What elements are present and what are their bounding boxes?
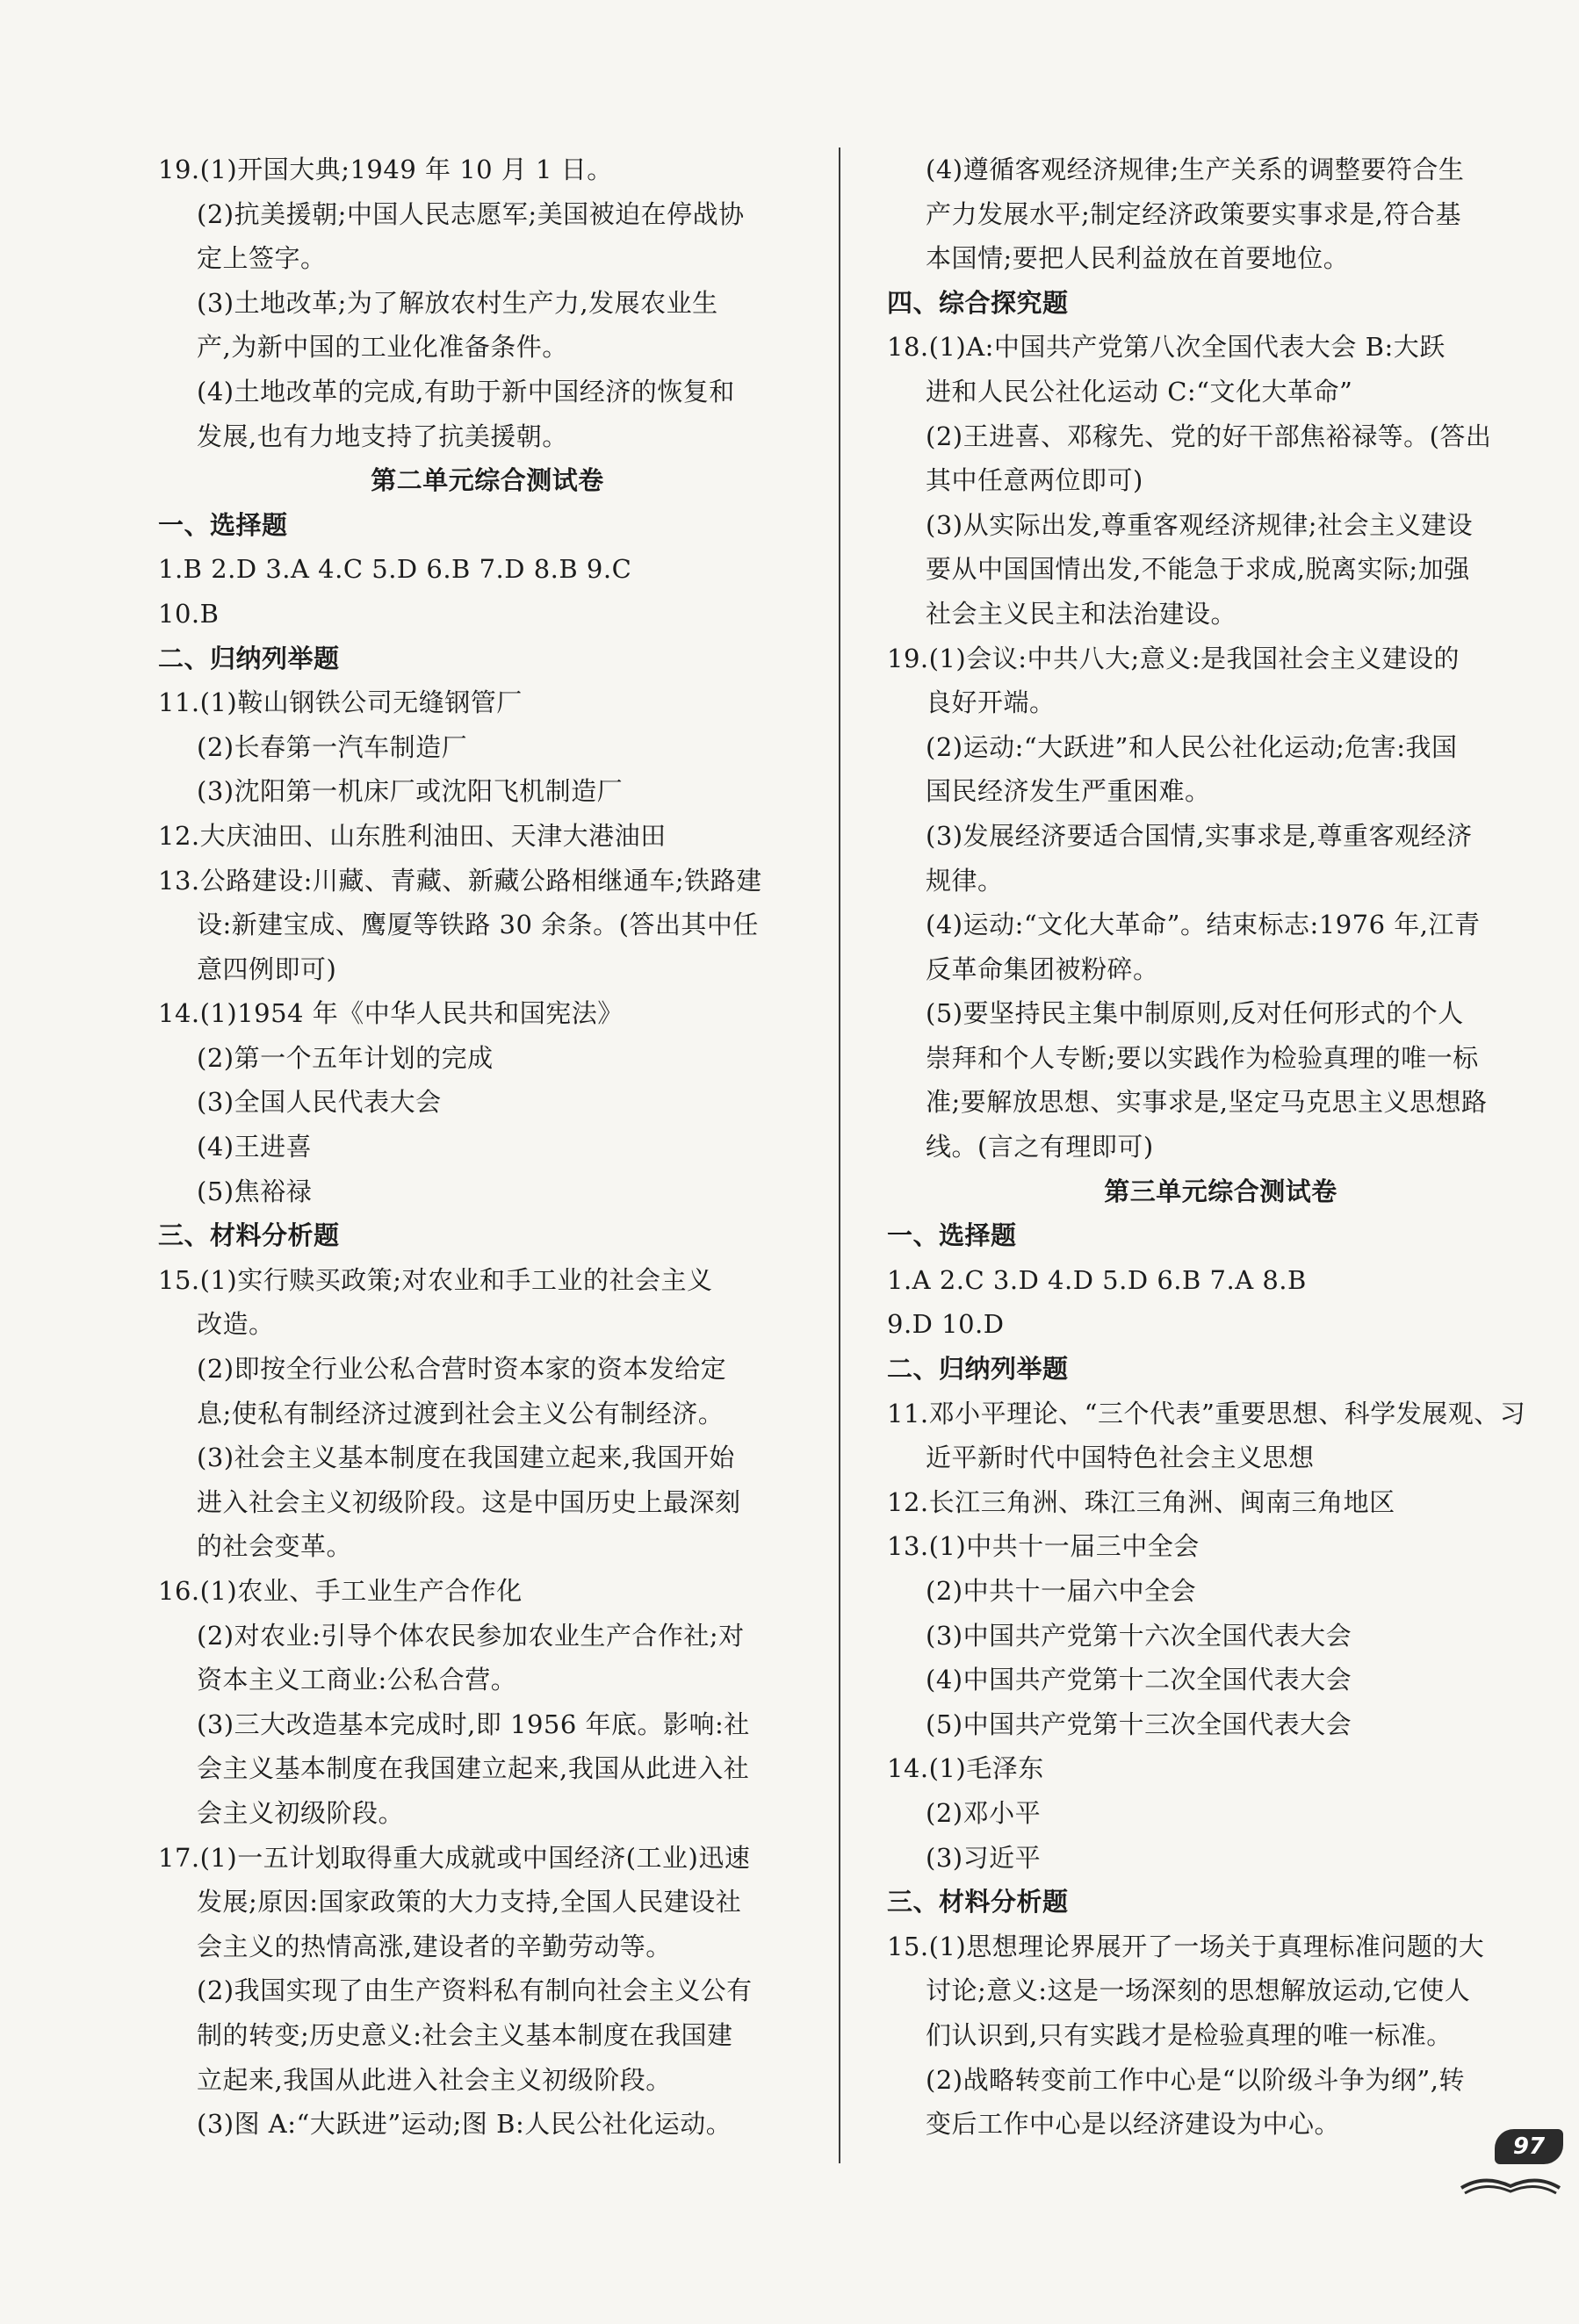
answer-line: 设:新建宝成、鹰厦等铁路 30 余条。(答出其中任 bbox=[197, 910, 759, 940]
open-book-icon bbox=[1458, 2162, 1563, 2197]
answer-line: (2)中共十一届六中全会 bbox=[926, 1576, 1197, 1606]
answer-line: (4)遵循客观经济规律;生产关系的调整要符合生 bbox=[926, 155, 1465, 184]
right-column bbox=[887, 147, 1554, 2147]
answer-line: 规律。 bbox=[926, 865, 1004, 896]
answer-line: 改造。 bbox=[197, 1309, 275, 1340]
answer-line: (4)运动:“文化大革命”。结束标志:1976 年,江青 bbox=[926, 910, 1481, 940]
answer-line: 反革命集团被粉碎。 bbox=[926, 953, 1159, 984]
answer-line: (2)即按全行业公私合营时资本家的资本发给定 bbox=[197, 1354, 727, 1385]
left-column bbox=[158, 147, 817, 2147]
answer-line: 们认识到,只有实践才是检验真理的唯一标准。 bbox=[926, 2019, 1453, 2050]
section-heading: 一、选择题 bbox=[887, 1220, 1017, 1251]
answer-line: (2)第一个五年计划的完成 bbox=[197, 1042, 494, 1073]
answer-line: 12.长江三角洲、珠江三角洲、闽南三角地区 bbox=[887, 1486, 1395, 1517]
answer-line: (3)土地改革;为了解放农村生产力,发展农业生 bbox=[197, 287, 718, 318]
answer-line: 息;使私有制经济过渡到社会主义公有制经济。 bbox=[197, 1398, 725, 1428]
answer-line: 制的转变;历史意义:社会主义基本制度在我国建 bbox=[197, 2019, 733, 2050]
answer-line: (5)中国共产党第十三次全国代表大会 bbox=[926, 1709, 1352, 1739]
answer-line: (3)全国人民代表大会 bbox=[197, 1087, 442, 1118]
answer-line: 进入社会主义初级阶段。这是中国历史上最深刻 bbox=[197, 1486, 741, 1517]
answer-line: 立起来,我国从此进入社会主义初级阶段。 bbox=[197, 2064, 672, 2095]
answer-line: 发展;原因:国家政策的大力支持,全国人民建设社 bbox=[197, 1887, 742, 1917]
answer-line: (2)王进喜、邓稼先、党的好干部焦裕禄等。(答出 bbox=[926, 421, 1492, 451]
answer-line: 1.B 2.D 3.A 4.C 5.D 6.B 7.D 8.B 9.C bbox=[158, 554, 632, 585]
answer-line: (3)从实际出发,尊重客观经济规律;社会主义建设 bbox=[926, 509, 1474, 540]
answer-line: 1.A 2.C 3.D 4.D 5.D 6.B 7.A 8.B bbox=[887, 1264, 1307, 1295]
answer-line: 准;要解放思想、实事求是,坚定马克思主义思想路 bbox=[926, 1087, 1488, 1118]
answer-line: (2)抗美援朝;中国人民志愿军;美国被迫在停战协 bbox=[197, 198, 745, 229]
answer-line: 13.(1)中共十一届三中全会 bbox=[887, 1531, 1200, 1562]
answer-line: (2)我国实现了由生产资料私有制向社会主义公有 bbox=[197, 1975, 753, 2006]
answer-line: (4)王进喜 bbox=[197, 1132, 313, 1162]
answer-line: 15.(1)思想理论界展开了一场关于真理标准问题的大 bbox=[887, 1931, 1485, 1961]
answer-line: 国民经济发生严重困难。 bbox=[926, 776, 1211, 807]
answer-line: (2)邓小平 bbox=[926, 1797, 1042, 1828]
answer-line: (2)战略转变前工作中心是“以阶级斗争为纲”,转 bbox=[926, 2064, 1465, 2095]
answer-line: (3)图 A:“大跃进”运动;图 B:人民公社化运动。 bbox=[197, 2109, 732, 2140]
answer-line: (3)中国共产党第十六次全国代表大会 bbox=[926, 1620, 1352, 1651]
answer-line: 近平新时代中国特色社会主义思想 bbox=[926, 1443, 1315, 1473]
answer-line: (4)土地改革的完成,有助于新中国经济的恢复和 bbox=[197, 376, 735, 407]
answer-line: 产力发展水平;制定经济政策要实事求是,符合基 bbox=[926, 198, 1461, 229]
section-heading: 三、材料分析题 bbox=[158, 1220, 340, 1251]
answer-line: 18.(1)A:中国共产党第八次全国代表大会 B:大跃 bbox=[887, 332, 1446, 363]
answer-line: 19.(1)会议:中共八大;意义:是我国社会主义建设的 bbox=[887, 643, 1460, 673]
section-heading: 四、综合探究题 bbox=[887, 287, 1069, 318]
section-title: 第二单元综合测试卷 bbox=[371, 465, 604, 496]
section-heading: 二、归纳列举题 bbox=[158, 643, 340, 673]
answer-line: 14.(1)1954 年《中华人民共和国宪法》 bbox=[158, 998, 624, 1029]
answer-line: 19.(1)开国大典;1949 年 10 月 1 日。 bbox=[158, 155, 613, 184]
answer-line: (2)长春第一汽车制造厂 bbox=[197, 731, 468, 762]
answer-line: (3)三大改造基本完成时,即 1956 年底。影响:社 bbox=[197, 1709, 750, 1739]
answer-line: 11.邓小平理论、“三个代表”重要思想、科学发展观、习 bbox=[887, 1398, 1526, 1428]
section-heading: 一、选择题 bbox=[158, 509, 288, 540]
answer-line: 变后工作中心是以经济建设为中心。 bbox=[926, 2109, 1341, 2140]
answer-line: 17.(1)一五计划取得重大成就或中国经济(工业)迅速 bbox=[158, 1842, 751, 1873]
answer-line: 发展,也有力地支持了抗美援朝。 bbox=[197, 421, 568, 451]
answer-line: (5)要坚持民主集中制原则,反对任何形式的个人 bbox=[926, 998, 1464, 1029]
answer-line: (3)沈阳第一机床厂或沈阳飞机制造厂 bbox=[197, 776, 624, 807]
answer-line: 进和人民公社化运动 C:“文化大革命” bbox=[926, 376, 1353, 407]
answer-line: 资本主义工商业:公私合营。 bbox=[197, 1665, 517, 1695]
answer-line: 社会主义民主和法治建设。 bbox=[926, 598, 1237, 629]
answer-line: (3)发展经济要适合国情,实事求是,尊重客观经济 bbox=[926, 820, 1473, 851]
answer-line: (5)焦裕禄 bbox=[197, 1176, 313, 1206]
answer-line: 12.大庆油田、山东胜利油田、天津大港油田 bbox=[158, 820, 667, 851]
answer-line: 13.公路建设:川藏、青藏、新藏公路相继通车;铁路建 bbox=[158, 865, 762, 896]
answer-line: 其中任意两位即可) bbox=[926, 465, 1143, 496]
answer-line: 产,为新中国的工业化准备条件。 bbox=[197, 332, 568, 363]
column-divider bbox=[839, 147, 840, 2163]
answer-line: (4)中国共产党第十二次全国代表大会 bbox=[926, 1665, 1352, 1695]
page-number: 97 bbox=[1495, 2129, 1563, 2164]
section-heading: 二、归纳列举题 bbox=[887, 1354, 1069, 1385]
answer-line: 会主义基本制度在我国建立起来,我国从此进入社 bbox=[197, 1753, 750, 1784]
answer-line: (2)对农业:引导个体农民参加农业生产合作社;对 bbox=[197, 1620, 745, 1651]
answer-line: 意四例即可) bbox=[197, 953, 337, 984]
answer-line: 会主义的热情高涨,建设者的辛勤劳动等。 bbox=[197, 1931, 672, 1961]
answer-line: 崇拜和个人专断;要以实践作为检验真理的唯一标 bbox=[926, 1042, 1479, 1073]
answer-line: (2)运动:“大跃进”和人民公社化运动;危害:我国 bbox=[926, 731, 1458, 762]
answer-line: 11.(1)鞍山钢铁公司无缝钢管厂 bbox=[158, 687, 523, 718]
answer-line: 14.(1)毛泽东 bbox=[887, 1753, 1044, 1784]
answer-line: 讨论;意义:这是一场深刻的思想解放运动,它使人 bbox=[926, 1975, 1471, 2006]
answer-line: 15.(1)实行赎买政策;对农业和手工业的社会主义 bbox=[158, 1264, 713, 1295]
answer-line: 良好开端。 bbox=[926, 687, 1056, 718]
answer-line: 本国情;要把人民利益放在首要地位。 bbox=[926, 243, 1350, 274]
section-heading: 三、材料分析题 bbox=[887, 1887, 1069, 1917]
answer-line: 16.(1)农业、手工业生产合作化 bbox=[158, 1576, 523, 1606]
answer-line: 要从中国国情出发,不能急于求成,脱离实际;加强 bbox=[926, 554, 1470, 585]
answer-line: (3)社会主义基本制度在我国建立起来,我国开始 bbox=[197, 1443, 735, 1473]
answer-line: 线。(言之有理即可) bbox=[926, 1132, 1154, 1162]
answer-line: 9.D 10.D bbox=[887, 1309, 1005, 1340]
section-title: 第三单元综合测试卷 bbox=[1104, 1176, 1337, 1206]
answer-line: 定上签字。 bbox=[197, 243, 327, 274]
answer-line: (3)习近平 bbox=[926, 1842, 1042, 1873]
answer-line: 的社会变革。 bbox=[197, 1531, 353, 1562]
answer-line: 10.B bbox=[158, 598, 220, 629]
answer-line: 会主义初级阶段。 bbox=[197, 1797, 405, 1828]
